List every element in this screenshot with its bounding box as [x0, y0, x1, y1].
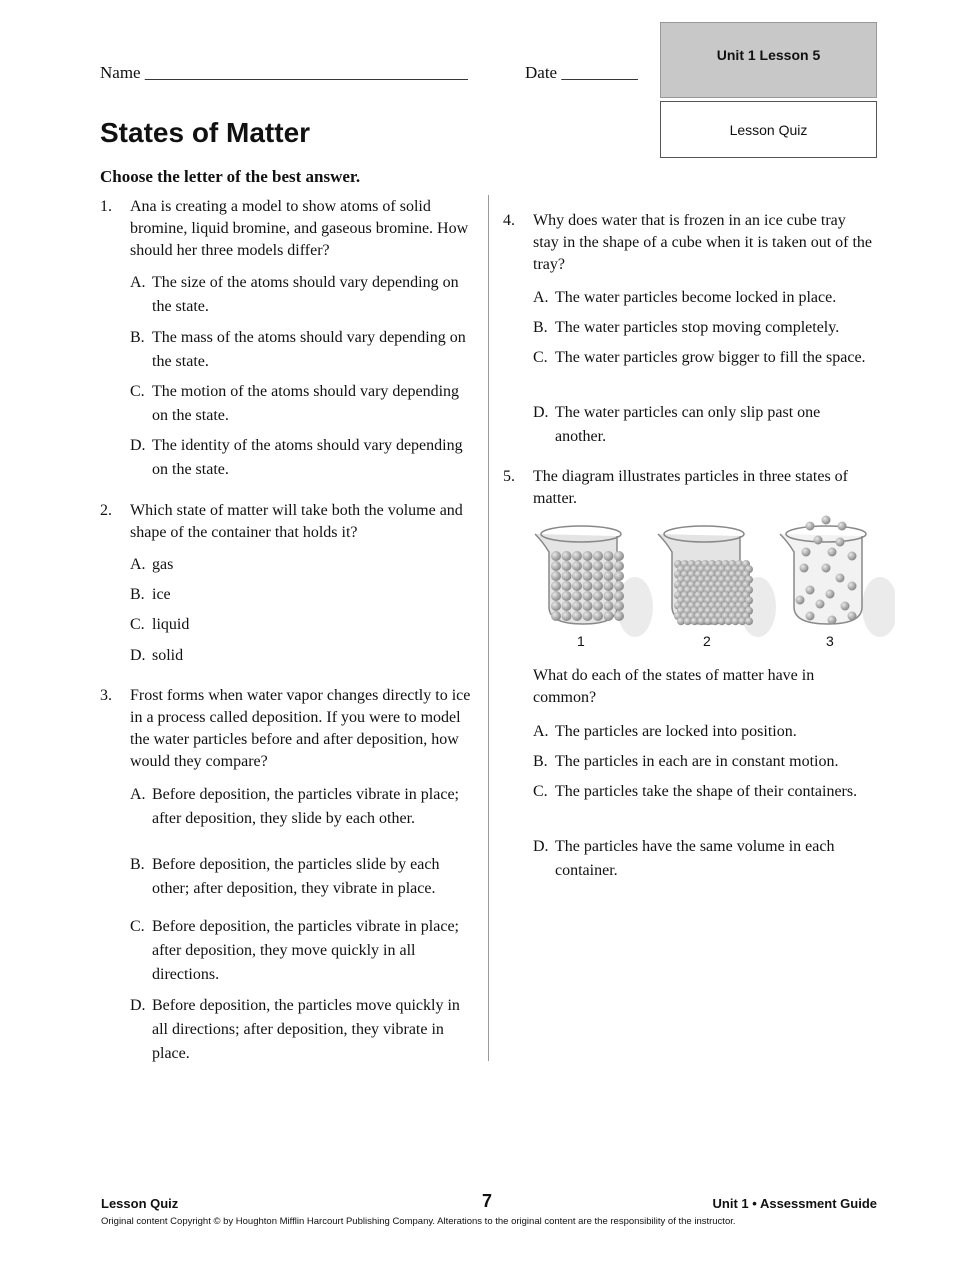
option-text: solid: [152, 647, 184, 664]
particle: [572, 551, 582, 561]
option-text: ice: [152, 586, 171, 603]
particle: [551, 611, 561, 621]
particle: [551, 581, 561, 591]
particle: [806, 522, 815, 531]
name-line[interactable]: ______________________________________: [144, 63, 468, 82]
option-text: The identity of the atoms should vary depending on the state.: [152, 437, 463, 478]
particle: [725, 617, 733, 625]
particle: [562, 561, 572, 571]
particle: [822, 516, 831, 525]
unit-lesson-box: Unit 1 Lesson 5: [660, 22, 877, 98]
lesson-type-box: Lesson Quiz: [660, 101, 877, 158]
question-4-text: Why does water that is frozen in an ice cube tray stay in the shape of a cube when it is taken out of the tray?: [533, 212, 873, 273]
diagram-label-2: 2: [703, 633, 711, 649]
particle: [604, 551, 614, 561]
option-letter: B.: [130, 586, 145, 603]
instructions: Choose the letter of the best answer.: [100, 167, 361, 186]
question-2-number: 2.: [100, 502, 112, 519]
particle: [562, 591, 572, 601]
option-letter: D.: [130, 437, 146, 454]
diagram-label-3: 3: [826, 633, 834, 649]
particle: [614, 591, 624, 601]
particle: [551, 601, 561, 611]
option-text: The particles in each are in constant motion.: [555, 753, 839, 770]
particle: [551, 591, 561, 601]
option-letter: D.: [130, 997, 146, 1014]
particle: [593, 551, 603, 561]
footer-left: Lesson Quiz: [101, 1196, 179, 1211]
option-letter: A.: [130, 556, 146, 573]
particle: [604, 601, 614, 611]
particle: [848, 582, 857, 591]
diagram-label-1: 1: [577, 633, 585, 649]
particle: [572, 571, 582, 581]
particle: [593, 591, 603, 601]
option-text: The motion of the atoms should vary depending on the state.: [152, 383, 460, 424]
particle: [711, 617, 719, 625]
particle: [614, 551, 624, 561]
option-text: The water particles stop moving completely.: [555, 319, 840, 336]
particle: [562, 551, 572, 561]
particle: [604, 571, 614, 581]
particle: [604, 561, 614, 571]
particle: [593, 611, 603, 621]
particle: [848, 612, 857, 621]
option-letter: D.: [533, 838, 549, 855]
particle: [562, 571, 572, 581]
particle: [841, 602, 850, 611]
particle: [583, 551, 593, 561]
particle: [684, 617, 692, 625]
particle: [806, 612, 815, 621]
particle: [572, 601, 582, 611]
option-letter: D.: [533, 404, 549, 421]
question-5-number: 5.: [503, 468, 515, 485]
particle: [572, 561, 582, 571]
question-4-number: 4.: [503, 212, 515, 229]
particle: [551, 561, 561, 571]
option-text: The water particles grow bigger to fill the space.: [555, 349, 866, 366]
option-letter: C.: [130, 383, 145, 400]
option-letter: D.: [130, 647, 146, 664]
particle: [822, 564, 831, 573]
question-3-number: 3.: [100, 687, 112, 704]
option-text: Before deposition, the particles move quickly in all directions; after deposition, they vibrate in place.: [152, 997, 460, 1062]
option-letter: B.: [130, 856, 145, 873]
option-text: The particles are locked into position.: [555, 723, 797, 740]
particle: [583, 601, 593, 611]
option-letter: A.: [533, 723, 549, 740]
option-text: The water particles become locked in place.: [555, 289, 837, 306]
particle: [572, 591, 582, 601]
option-letter: C.: [533, 783, 548, 800]
name-label: Name: [100, 63, 141, 82]
beaker-3: [780, 534, 862, 624]
particle: [806, 586, 815, 595]
option-text: Before deposition, the particles slide by each other; after deposition, they vibrate in place.: [152, 856, 440, 897]
beaker-shadow: [862, 577, 895, 637]
particle: [836, 574, 845, 583]
particle: [745, 617, 753, 625]
name-field[interactable]: [100, 62, 468, 84]
particle: [814, 536, 823, 545]
particle: [836, 538, 845, 547]
question-1-text: Ana is creating a model to show atoms of solid bromine, liquid bromine, and gaseous bromine. How should her three models differ?: [130, 198, 469, 259]
option-text: The mass of the atoms should vary depending on the state.: [152, 329, 466, 370]
particle: [800, 564, 809, 573]
option-letter: C.: [130, 616, 145, 633]
date-label: Date: [525, 63, 558, 82]
option-letter: A.: [130, 786, 146, 803]
particle: [604, 591, 614, 601]
particle: [593, 561, 603, 571]
particle: [604, 581, 614, 591]
particle: [691, 617, 699, 625]
particle: [604, 611, 614, 621]
column-divider: [488, 195, 489, 1061]
option-text: Before deposition, the particles vibrate in place; after deposition, they move quickly in all directions.: [152, 918, 459, 983]
particle: [614, 571, 624, 581]
question-3-text: Frost forms when water vapor changes directly to ice in a process called deposition. If you were to model the water particles before and after deposition, how would they compare?: [130, 687, 471, 770]
option-letter: C.: [533, 349, 548, 366]
particle: [816, 600, 825, 609]
particle: [718, 617, 726, 625]
particle: [551, 551, 561, 561]
particle: [677, 617, 685, 625]
particle: [838, 522, 847, 531]
particle: [562, 601, 572, 611]
question-2-text: Which state of matter will take both the volume and shape of the container that holds it?: [130, 502, 463, 541]
footer-right: Unit 1 • Assessment Guide: [712, 1196, 877, 1211]
copyright: Original content Copyright © by Houghton Mifflin Harcourt Publishing Company. Alterations to the original content are the responsibility of the instructor.: [101, 1216, 736, 1227]
question-5-text: The diagram illustrates particles in three states of matter.: [533, 468, 848, 507]
particle: [828, 548, 837, 557]
page-title: States of Matter: [100, 117, 311, 148]
date-field[interactable]: [525, 62, 638, 84]
particle: [551, 571, 561, 581]
option-letter: C.: [130, 918, 145, 935]
option-letter: B.: [130, 329, 145, 346]
particle: [796, 596, 805, 605]
particle: [583, 591, 593, 601]
page-number: 7: [482, 1191, 493, 1211]
option-letter: B.: [533, 753, 548, 770]
option-text: The water particles can only slip past one another.: [555, 404, 821, 445]
particle: [572, 581, 582, 591]
option-text: liquid: [152, 616, 190, 633]
option-letter: A.: [130, 274, 146, 291]
particle: [826, 590, 835, 599]
particle: [562, 611, 572, 621]
question-1-number: 1.: [100, 198, 112, 215]
option-text: The particles have the same volume in each container.: [555, 838, 835, 879]
particle: [583, 581, 593, 591]
date-line[interactable]: _________: [561, 63, 638, 82]
particle: [562, 581, 572, 591]
particle: [593, 571, 603, 581]
particle: [614, 581, 624, 591]
particle: [614, 561, 624, 571]
particle: [614, 601, 624, 611]
particle: [614, 611, 624, 621]
particle: [583, 571, 593, 581]
option-text: gas: [152, 556, 174, 573]
particle: [848, 552, 857, 561]
particle: [828, 616, 837, 625]
option-letter: A.: [533, 289, 549, 306]
particle: [802, 548, 811, 557]
particle: [583, 561, 593, 571]
option-text: The particles take the shape of their containers.: [555, 783, 858, 800]
question-5-followup: What do each of the states of matter have in common?: [533, 667, 815, 706]
particle: [583, 611, 593, 621]
option-letter: B.: [533, 319, 548, 336]
option-text: Before deposition, the particles vibrate in place; after deposition, they slide by each other.: [152, 786, 459, 827]
particle: [593, 581, 603, 591]
particle: [572, 611, 582, 621]
particle: [593, 601, 603, 611]
option-text: The size of the atoms should vary depending on the state.: [152, 274, 459, 315]
